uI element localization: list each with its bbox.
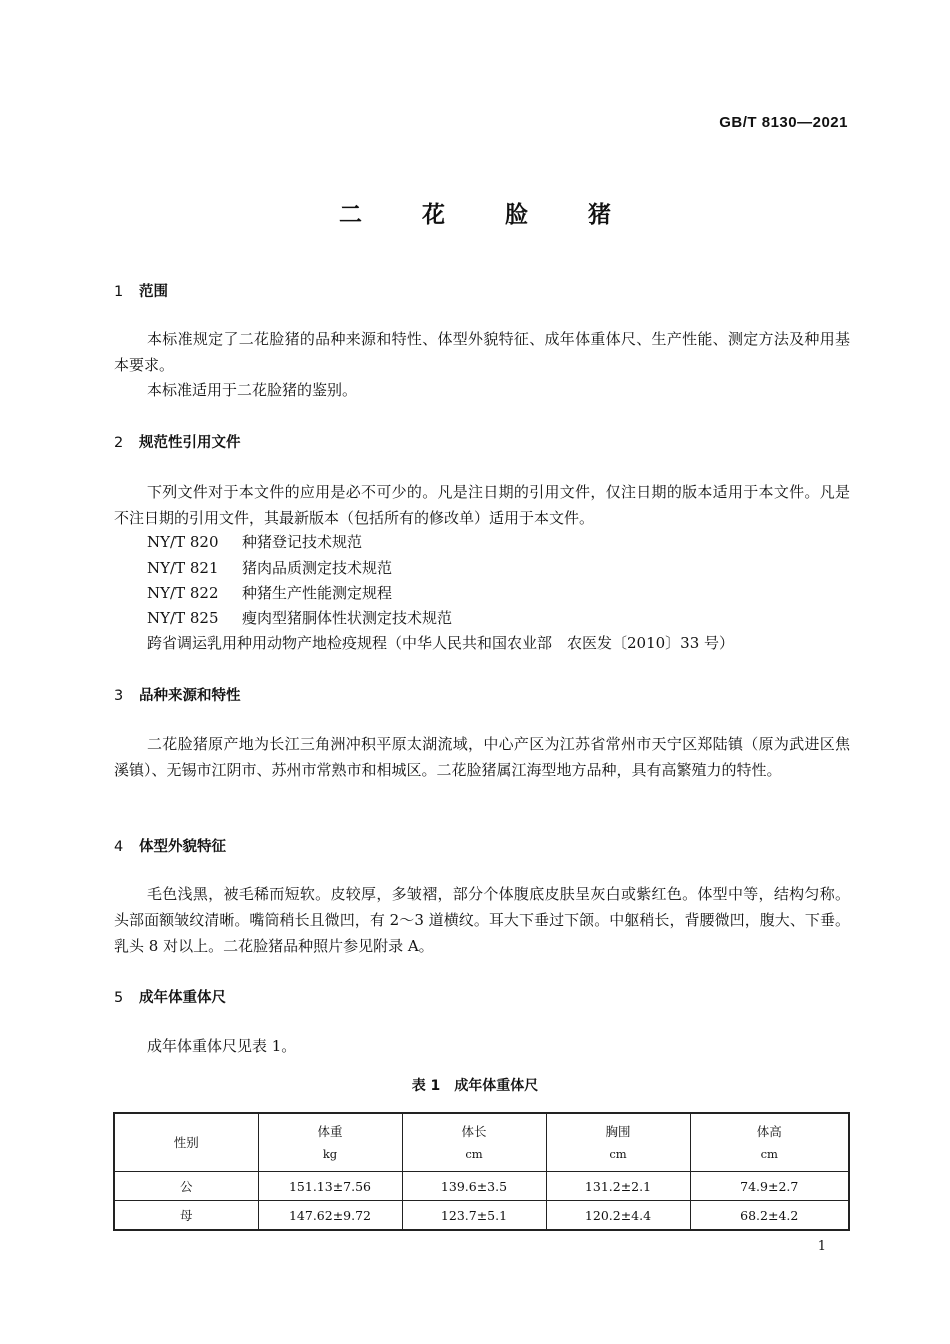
section-number: 5 bbox=[114, 990, 124, 1006]
table-cell: 123.7±5.1 bbox=[402, 1201, 546, 1231]
section-title: 范围 bbox=[139, 284, 168, 300]
section-2-heading bbox=[114, 431, 241, 452]
table-cell: 139.6±3.5 bbox=[402, 1172, 546, 1201]
reference-name: 种猪生产性能测定规程 bbox=[242, 584, 393, 602]
unit-label: cm bbox=[609, 1146, 627, 1161]
table-cell: 120.2±4.4 bbox=[546, 1201, 690, 1231]
reference-item bbox=[147, 580, 392, 606]
table-title: 成年体重体尺 bbox=[454, 1078, 539, 1094]
unit-label: cm bbox=[760, 1146, 778, 1161]
table-cell: 公 bbox=[114, 1172, 258, 1201]
table-cell: 74.9±2.7 bbox=[690, 1172, 849, 1201]
header-cell-body-height: 体高 cm bbox=[690, 1113, 849, 1172]
section-4-paragraph-1: 毛色浅黑，被毛稀而短软。皮较厚，多皱褶，部分个体腹底皮肤呈灰白或紫红色。体型中等，结构匀称。头部面额皱纹清晰。嘴筒稍长且微凹，有 2～3 道横纹。耳大下垂过下颌。中躯稍长，背腰微凹，腹大、下垂。乳头 8 对以上。二花脸猪品种照片参见附录 A。 bbox=[114, 885, 850, 955]
table-cell: 147.62±9.72 bbox=[258, 1201, 402, 1231]
reference-name: 种猪登记技术规范 bbox=[242, 533, 363, 551]
header-cell-chest-girth: 胸围 cm bbox=[546, 1113, 690, 1172]
section-number: 3 bbox=[114, 688, 124, 704]
section-3-heading bbox=[114, 684, 241, 705]
table-row bbox=[114, 1201, 849, 1231]
section-number: 2 bbox=[114, 435, 124, 451]
section-5-paragraph-1: 成年体重体尺见表 1。 bbox=[147, 1037, 297, 1055]
reference-item bbox=[147, 605, 452, 631]
standard-number: GB/T 8130—2021 bbox=[719, 114, 848, 131]
table-cell: 68.2±4.2 bbox=[690, 1201, 849, 1231]
table-cell: 151.13±7.56 bbox=[258, 1172, 402, 1201]
reference-name: 瘦肉型猪胴体性状测定技术规范 bbox=[242, 609, 453, 627]
page-number: 1 bbox=[817, 1239, 826, 1254]
reference-item bbox=[147, 555, 392, 581]
section-1-paragraph-2: 本标准适用于二花脸猪的鉴别。 bbox=[147, 381, 358, 399]
section-2-paragraph-1: 下列文件对于本文件的应用是必不可少的。凡是注日期的引用文件，仅注日期的版本适用于本文件。凡是不注日期的引用文件，其最新版本（包括所有的修改单）适用于本文件。 bbox=[114, 483, 850, 527]
header-cell-weight: 体重 kg bbox=[258, 1113, 402, 1172]
table-header-row bbox=[114, 1113, 849, 1172]
reference-code: NY/T 820 bbox=[147, 533, 219, 551]
reference-item bbox=[147, 529, 362, 555]
section-title: 规范性引用文件 bbox=[139, 435, 241, 451]
header-cell-sex: 性别 bbox=[114, 1113, 258, 1172]
table-number: 表 1 bbox=[411, 1078, 441, 1094]
reference-name: 猪肉品质测定技术规范 bbox=[242, 559, 393, 577]
section-1-paragraph-1: 本标准规定了二花脸猪的品种来源和特性、体型外貌特征、成年体重体尺、生产性能、测定方法及种用基本要求。 bbox=[114, 330, 850, 374]
body-measurement-table bbox=[113, 1112, 850, 1231]
unit-label: kg bbox=[322, 1146, 338, 1161]
table-cell: 母 bbox=[114, 1201, 258, 1231]
section-5-heading bbox=[114, 986, 226, 1007]
table-caption bbox=[0, 1075, 950, 1095]
section-4-heading bbox=[114, 835, 226, 856]
reference-code: NY/T 822 bbox=[147, 584, 219, 602]
reference-code: NY/T 825 bbox=[147, 609, 219, 627]
section-number: 4 bbox=[114, 839, 124, 855]
table-row bbox=[114, 1172, 849, 1201]
reference-code: NY/T 821 bbox=[147, 559, 219, 577]
document-title: 二 花 脸 猪 bbox=[338, 202, 638, 228]
section-number: 1 bbox=[114, 284, 124, 300]
header-cell-body-length: 体长 cm bbox=[402, 1113, 546, 1172]
section-title: 成年体重体尺 bbox=[139, 990, 226, 1006]
section-title: 品种来源和特性 bbox=[139, 688, 241, 704]
reference-item-regulation: 跨省调运乳用种用动物产地检疫规程（中华人民共和国农业部 农医发〔2010〕33 号） bbox=[147, 634, 735, 652]
section-1-heading bbox=[114, 280, 168, 301]
table-cell: 131.2±2.1 bbox=[546, 1172, 690, 1201]
section-title: 体型外貌特征 bbox=[139, 839, 226, 855]
unit-label: cm bbox=[465, 1146, 483, 1161]
section-3-paragraph-1: 二花脸猪原产地为长江三角洲冲积平原太湖流域，中心产区为江苏省常州市天宁区郑陆镇（原为武进区焦溪镇）、无锡市江阴市、苏州市常熟市和相城区。二花脸猪属江海型地方品种，具有高繁殖力的特性。 bbox=[114, 735, 850, 779]
